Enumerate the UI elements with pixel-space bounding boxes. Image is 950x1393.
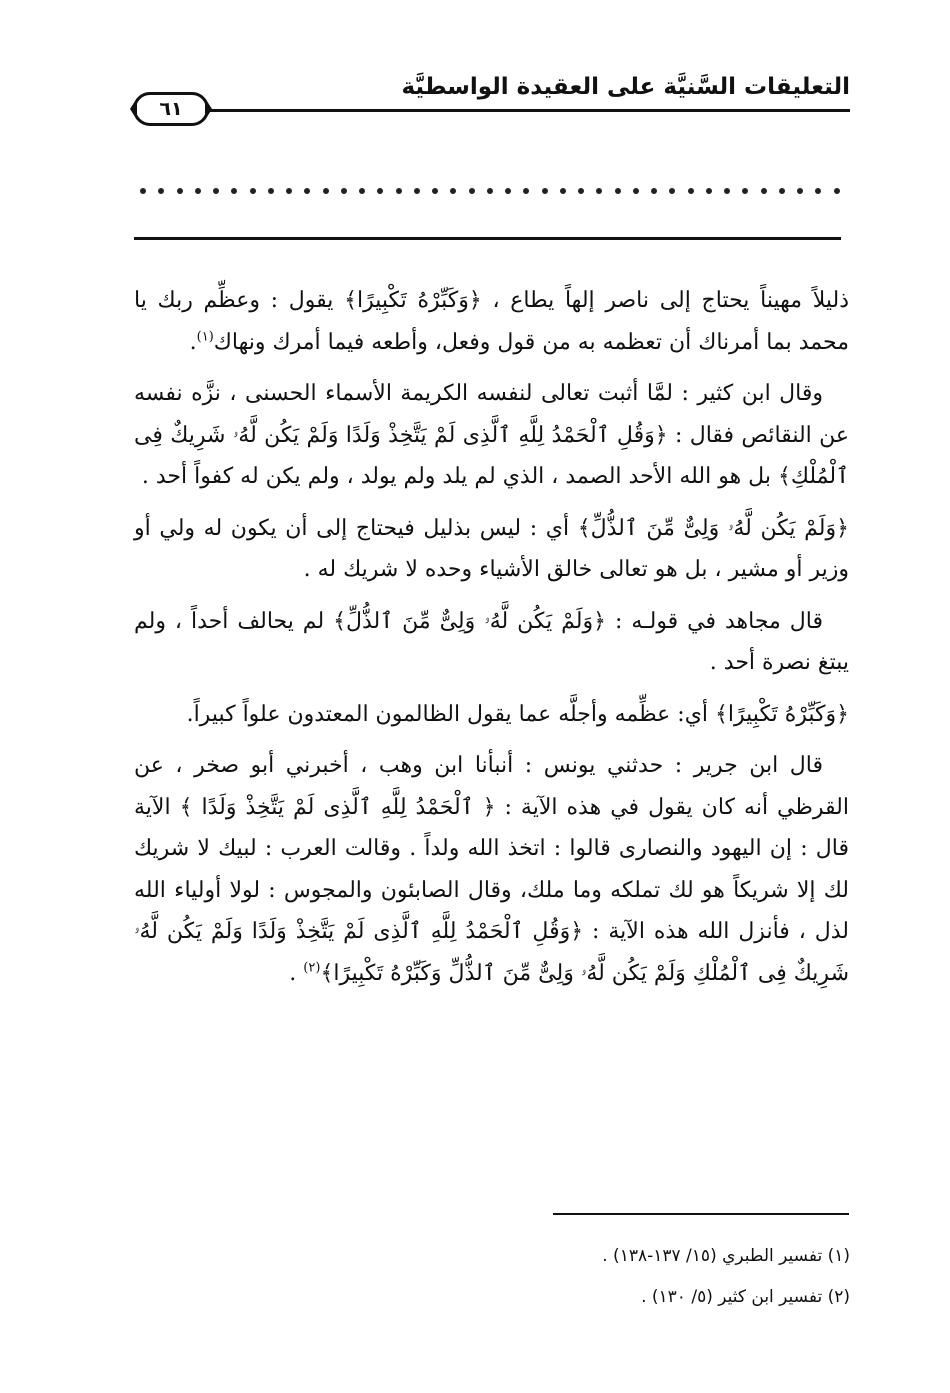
paragraph: وقال ابن كثير : لمَّا أثبت تعالى لنفسه الكريمة الأسماء الحسنى ، نزَّه نفسه عن النقائص فقال : ﴿وَقُلِ ٱلْحَمْدُ لِلَّهِ ٱلَّذِى لَمْ يَتَّخِذْ وَلَدًا وَلَمْ يَكُن لَّهُۥ شَرِيكٌ فِى ٱلْمُلْكِ﴾ بل هو الله الأحد الصمد ، الذي لم يلد ولم يولد ، ولم يكن له كفواً أحد . [134,381,849,489]
ellipsis-separator [140,178,840,194]
page-number: ٦١ [159,98,183,120]
header-rule [209,109,850,112]
footnote-ref: (٢) [303,960,321,976]
footnote: (١) تفسير الطبري (١٥/ ١٣٧-١٣٨) . [602,1246,850,1266]
paragraph: ذليلاً مهيناً يحتاج إلى ناصر إلهاً يطاع ، ﴿وَكَبِّرْهُ تَكْبِيرًا﴾ يقول : وعظِّم ربك يا محمد بما أمرناك أن تعظمه به من قول وفعل، وأطعه فيما أمرك ونهاك$^{(١)}$. [134,288,849,355]
footnote-rule [553,1213,849,1215]
paragraph: ﴿وَلَمْ يَكُن لَّهُۥ وَلِىٌّ مِّنَ ٱلذُّلِّ﴾ أي : ليس بذليل فيحتاج إلى أن يكون له ولي أو وزير أو مشير ، بل هو تعالى خالق الأشياء وحده لا شريك له . [134,515,849,582]
page-header [125,70,850,130]
page-number-badge [133,92,209,126]
paragraph: قال ابن جرير : حدثني يونس : أنبأنا ابن وهب ، أخبرني أبو صخر ، عن القرظي أنه كان يقول في هذه الآية : ﴿ ٱلْحَمْدُ لِلَّهِ ٱلَّذِى لَمْ يَتَّخِذْ وَلَدًا ﴾ الآية قال : إن اليهود والنصارى قالوا : اتخذ الله ولداً . وقالت العرب : لبيك لا شريك لك إلا شريكاً هو لك تملكه وما ملك، وقال الصابئون والمجوس : لولا أولياء الله لذل ، فأنزل الله هذه الآية : ﴿وَقُلِ ٱلْحَمْدُ لِلَّهِ ٱلَّذِى لَمْ يَتَّخِذْ وَلَدًا وَلَمْ يَكُن لَّهُۥ شَرِيكٌ فِى ٱلْمُلْكِ وَلَمْ يَكُن لَّهُۥ وَلِىٌّ مِّنَ ٱلذُّلِّ وَكَبِّرْهُ تَكْبِيرًا﴾$^{(٢)}$ . [134,753,849,986]
paragraph: ﴿وَكَبِّرْهُ تَكْبِيرًا﴾ أي: عظِّمه وأجلَّه عما يقول الظالمون المعتدون علواً كبيراً. [186,701,849,727]
body-text [134,280,849,1004]
footnote-ref: (١) [196,329,214,345]
running-title: التعليقات السَّنيَّة على العقيدة الواسطيَّة [401,74,850,100]
footnotes [350,1236,850,1318]
section-rule [134,237,841,240]
paragraph: قال مجاهد في قولـه : ﴿وَلَمْ يَكُن لَّهُۥ وَلِىٌّ مِّنَ ٱلذُّلِّ﴾ لم يحالف أحداً ، ولم يبتغ نصرة أحد . [134,608,849,675]
footnote: (٢) تفسير ابن كثير (٥/ ١٣٠) . [641,1287,850,1307]
